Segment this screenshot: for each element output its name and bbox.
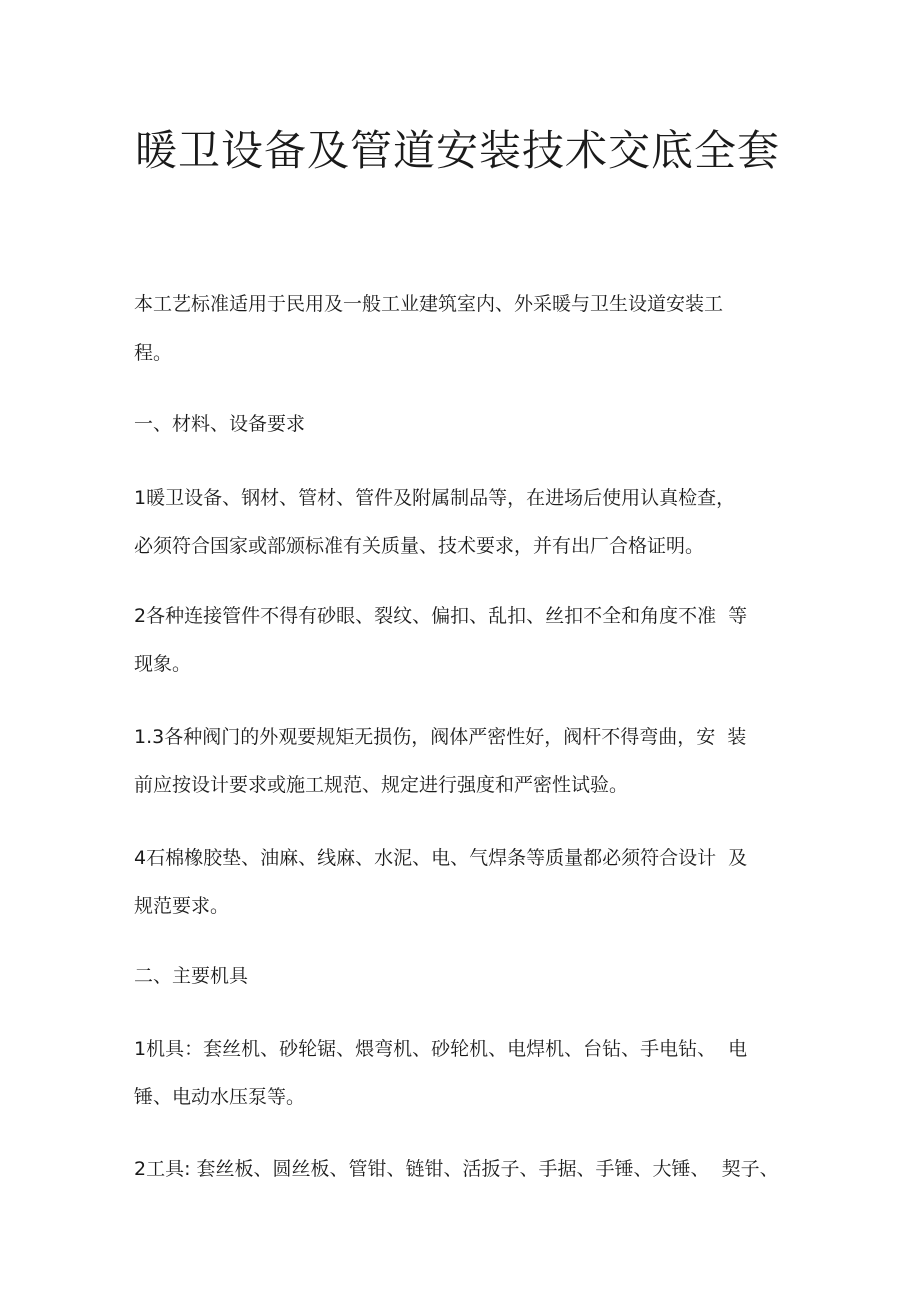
tools-item-2-line-1: 2工具: 套丝板、圆丝板、管钳、链钳、活扳子、手据、手锤、大锤、 契子、	[134, 1158, 779, 1180]
tools-item-1-line-1: 1机具：套丝机、砂轮锯、煨弯机、砂轮机、电焊机、台钻、手电钻、 电	[134, 1038, 748, 1060]
section-heading-tools: 二、主要机具	[134, 965, 249, 987]
item-4-line-1: 4石棉橡胶垫、油麻、线麻、水泥、电、气焊条等质量都必须符合设计 及	[134, 847, 748, 869]
item-3-line-1: 1.3各种阀门的外观要规矩无损伤，阀体严密性好，阀杆不得弯曲，安 装	[134, 726, 747, 748]
item-4-line-2: 规范要求。	[134, 895, 230, 917]
item-1-line-2: 必须符合国家或部颁标准有关质量、技术要求，并有出厂合格证明。	[134, 535, 705, 557]
item-3-line-2: 前应按设计要求或施工规范、规定进行强度和严密性试验。	[134, 774, 629, 796]
item-1-line-1: 1暖卫设备、钢材、管材、管件及附属制品等，在进场后使用认真检查，	[134, 487, 736, 509]
item-2-line-2: 现象。	[134, 653, 192, 675]
scope-line-1: 本工艺标准适用于民用及一般工业建筑室内、外采暖与卫生设道安装工	[134, 293, 724, 315]
scope-line-2: 程。	[134, 342, 173, 364]
item-2-line-1: 2各种连接管件不得有砂眼、裂纹、偏扣、乱扣、丝扣不全和角度不准 等	[134, 605, 748, 627]
document-title: 暖卫设备及管道安装技术交底全套	[135, 126, 781, 175]
section-heading-materials: 一、材料、设备要求	[134, 413, 306, 435]
tools-item-1-line-2: 锤、电动水压泵等。	[134, 1086, 306, 1108]
